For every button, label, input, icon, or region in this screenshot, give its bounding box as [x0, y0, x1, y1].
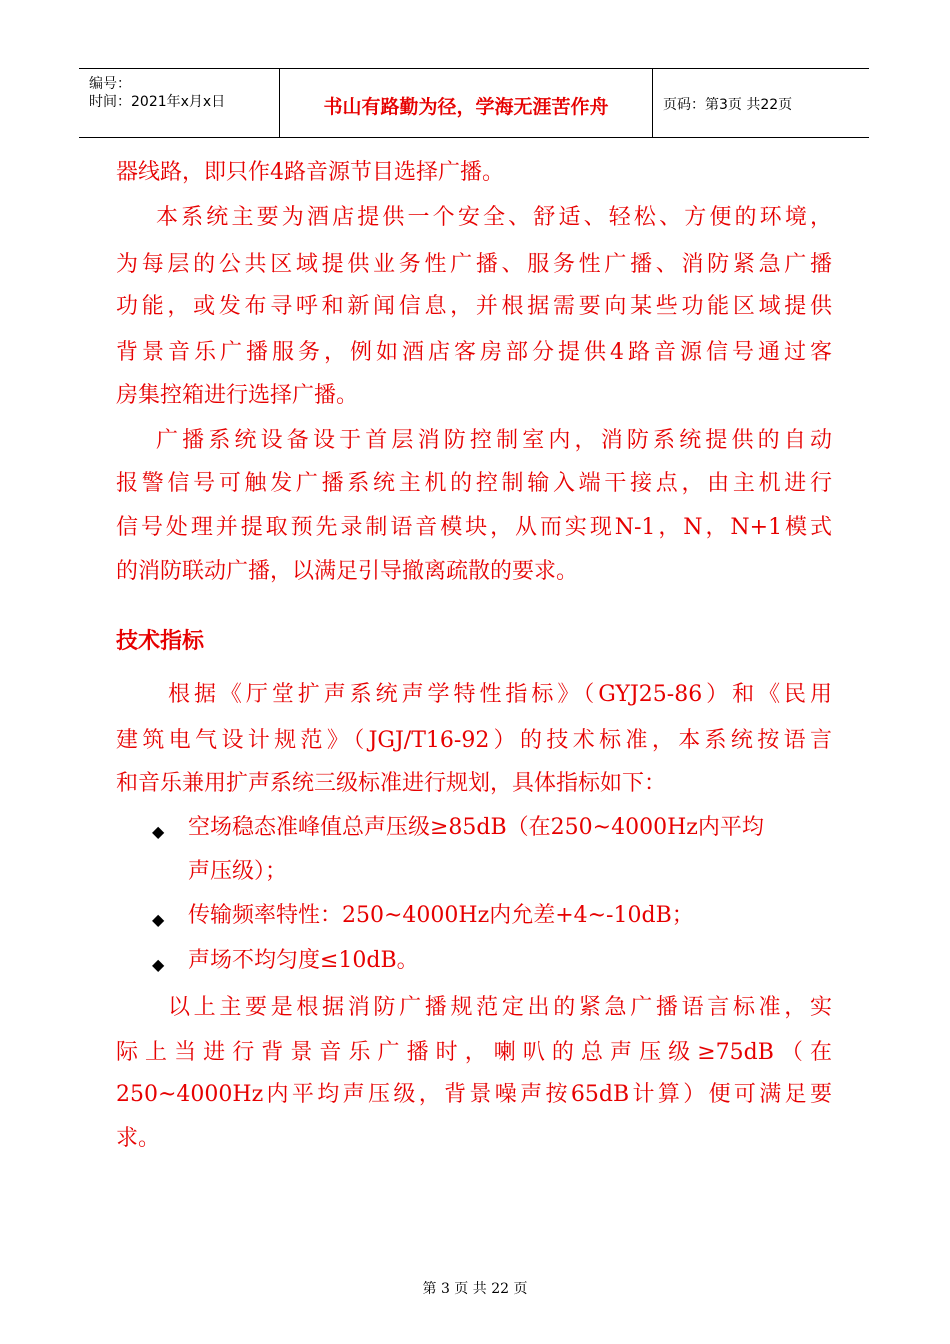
- paragraph-line: 广播系统设备设于首层消防控制室内，消防系统提供的自动: [156, 428, 832, 453]
- document-number-label: 编号：: [89, 76, 131, 92]
- paragraph-line: 为每层的公共区域提供业务性广播、服务性广播、消防紧急广播: [116, 252, 832, 277]
- paragraph-line: 250~4000Hz内平均声压级，背景噪声按65dB计算）便可满足要: [116, 1082, 832, 1107]
- paragraph-line: 的消防联动广播，以满足引导撤离疏散的要求。: [116, 559, 579, 584]
- paragraph-line: 信号处理并提取预先录制语音模块，从而实现N-1，N，N+1模式: [116, 515, 832, 540]
- page-header-table: [79, 68, 869, 138]
- bullet-item-text: 声场不均匀度≤10dB。: [188, 948, 419, 973]
- paragraph-line: 和音乐兼用扩声系统三级标准进行规划，具体指标如下：: [116, 771, 667, 796]
- document-date-label: 时间：2021年x月x日: [89, 94, 226, 110]
- paragraph-line: 际上当进行背景音乐广播时，喇叭的总声压级≥75dB（在: [116, 1040, 832, 1065]
- diamond-bullet-icon: ◆: [152, 910, 165, 929]
- paragraph-line: 房集控箱进行选择广播。: [116, 383, 359, 408]
- paragraph-line: 求。: [116, 1126, 161, 1151]
- paragraph-line: 功能，或发布寻呼和新闻信息，并根据需要向某些功能区域提供: [116, 294, 832, 319]
- section-heading: 技术指标: [116, 629, 205, 654]
- page-footer: 第 3 页 共 22 页: [422, 1281, 528, 1297]
- header-page-cell: [653, 69, 869, 137]
- bullet-item-text: 传输频率特性：250~4000Hz内允差+4~-10dB；: [188, 903, 694, 928]
- paragraph-line: 器线路，即只作4路音源节目选择广播。: [116, 160, 504, 185]
- paragraph-line: 建筑电气设计规范》（JGJ/T16-92）的技术标准，本系统按语言: [116, 728, 832, 753]
- bullet-item-text: 空场稳态准峰值总声压级≥85dB（在250~4000Hz内平均: [188, 815, 764, 840]
- header-motto: 书山有路勤为径，学海无涯苦作舟: [323, 96, 609, 118]
- diamond-bullet-icon: ◆: [152, 822, 165, 841]
- diamond-bullet-icon: ◆: [152, 955, 165, 974]
- paragraph-line: 以上主要是根据消防广播规范定出的紧急广播语言标准，实: [168, 995, 832, 1020]
- paragraph-line: 本系统主要为酒店提供一个安全、舒适、轻松、方便的环境，: [156, 205, 832, 230]
- header-motto-cell: [280, 69, 653, 137]
- bullet-item-text: 声压级）；: [188, 859, 288, 884]
- paragraph-line: 背景音乐广播服务，例如酒店客房部分提供4路音源信号通过客: [116, 340, 832, 365]
- paragraph-line: 根据《厅堂扩声系统声学特性指标》（GYJ25-86）和《民用: [168, 682, 832, 707]
- header-page-number: 页码：第3页 共22页: [663, 97, 793, 113]
- header-meta-cell: [79, 69, 280, 137]
- paragraph-line: 报警信号可触发广播系统主机的控制输入端干接点，由主机进行: [116, 471, 832, 496]
